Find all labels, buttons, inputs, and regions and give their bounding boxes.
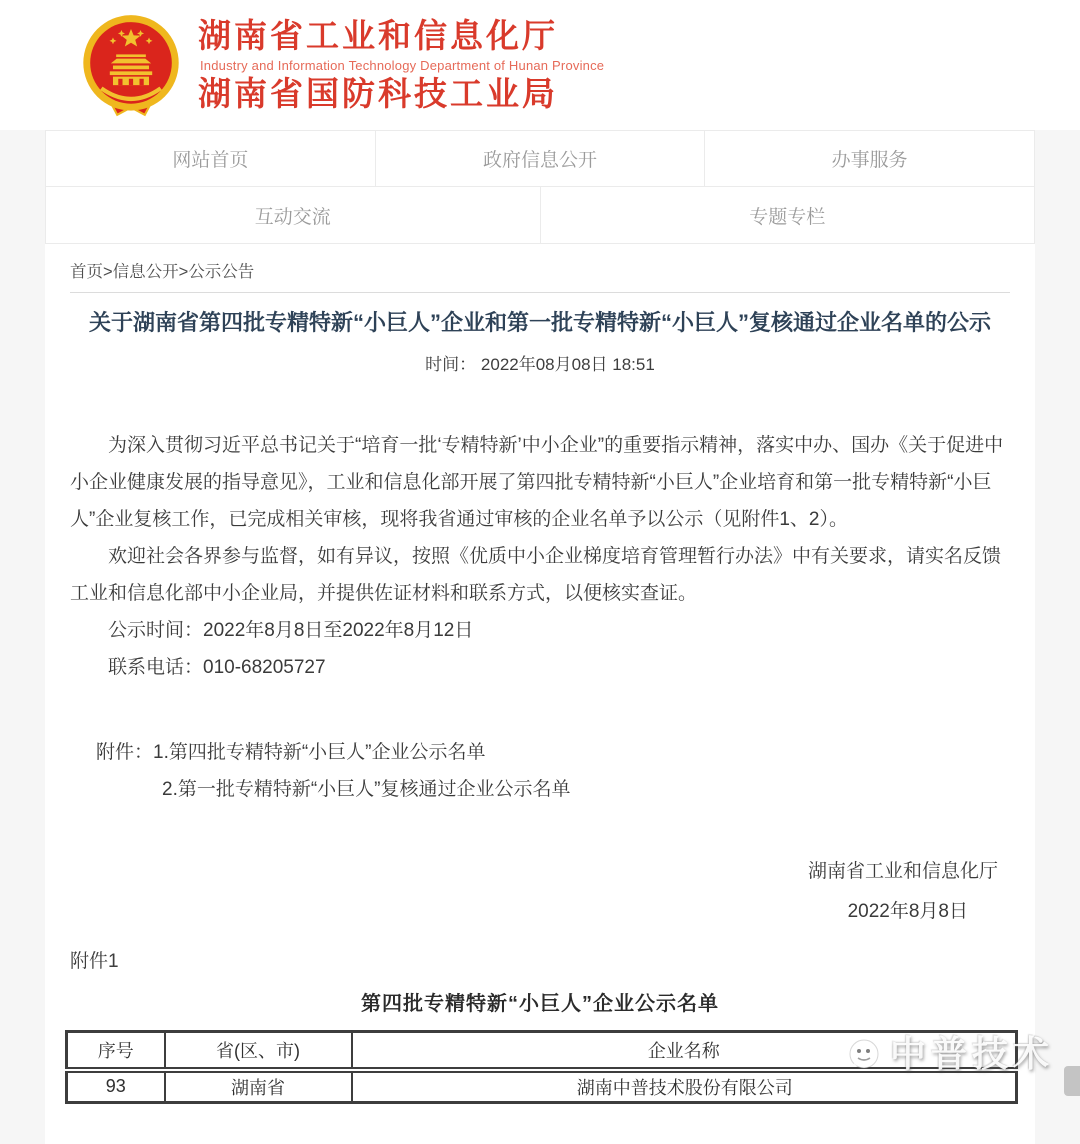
attachment-item-1: 附件：1.第四批专精特新“小巨人”企业公示名单 xyxy=(96,742,486,763)
table-row xyxy=(67,1070,1017,1103)
attachments-list xyxy=(70,734,1010,808)
nav-item-home[interactable]: 网站首页 xyxy=(45,130,376,187)
attachment1-label: 附件1 xyxy=(70,951,119,972)
signature-org: 湖南省工业和信息化厅 xyxy=(807,861,998,882)
scrollbar-thumb[interactable] xyxy=(1064,1066,1080,1096)
org-title-block xyxy=(198,16,605,112)
article-title: 关于湖南省第四批专精特新“小巨人”企业和第一批专精特新“小巨人”复核通过企业名单的公示 xyxy=(88,310,991,335)
header-banner xyxy=(0,0,1080,130)
org-title-line1: 湖南省工业和信息化厅 xyxy=(198,16,558,54)
national-emblem-icon xyxy=(78,12,184,118)
content-sheet xyxy=(45,244,1035,1144)
table-header-row xyxy=(67,1032,1017,1070)
article-time-value: 2022年08月08日 18:51 xyxy=(480,355,655,374)
main-nav xyxy=(45,130,1035,244)
nav-item-services[interactable]: 办事服务 xyxy=(705,130,1035,187)
table-header-company: 企业名称 xyxy=(352,1032,1017,1070)
attachment-item-2: 2.第一批专精特新“小巨人”复核通过企业公示名单 xyxy=(162,779,571,800)
org-title-line2: 湖南省国防科技工业局 xyxy=(198,74,558,112)
nav-row-1 xyxy=(45,130,1035,187)
nav-row-2 xyxy=(45,187,1035,244)
signature-block xyxy=(70,852,1010,932)
breadcrumb[interactable]: 首页>信息公开>公示公告 xyxy=(70,244,1010,293)
paragraph-2: 欢迎社会各界参与监督，如有异议，按照《优质中小企业梯度培育管理暂行办法》中有关要求，请实名反馈工业和信息化部中小企业局，并提供佐证材料和联系方式，以便核实查证。 xyxy=(70,546,1002,604)
table-header-index: 序号 xyxy=(67,1032,165,1070)
article-body xyxy=(70,427,1010,686)
table-cell-province: 湖南省 xyxy=(165,1070,352,1103)
publicity-period: 公示时间：2022年8月8日至2022年8月12日 xyxy=(108,620,474,641)
signature-date: 2022年8月8日 xyxy=(847,901,968,922)
org-title-english: Industry and Information Technology Department of Hunan Province xyxy=(200,57,605,73)
table-cell-index: 93 xyxy=(67,1070,165,1103)
attachment1-table-title: 第四批专精特新“小巨人”企业公示名单 xyxy=(361,993,719,1015)
paragraph-1: 为深入贯彻习近平总书记关于“培育一批‘专精特新’中小企业”的重要指示精神，落实中办、国办《关于促进中小企业健康发展的指导意见》，工业和信息化部开展了第四批专精特新“小巨人”企业培育和第一批专精特新“小巨人”企业复核工作，已完成相关审核，现将我省通过审核的企业名单予以公示（见附件1、2）。 xyxy=(70,435,1004,530)
article-time xyxy=(70,350,1010,375)
watermark-text: 中普技术 xyxy=(889,1033,1054,1074)
nav-item-gov-info-disclosure[interactable]: 政府信息公开 xyxy=(376,130,706,187)
article-time-label: 时间： xyxy=(425,355,477,374)
table-header-province: 省(区、市) xyxy=(165,1032,352,1070)
contact-phone: 联系电话：010-68205727 xyxy=(108,657,326,678)
nav-item-interaction[interactable]: 互动交流 xyxy=(45,187,541,244)
table-cell-company: 湖南中普技术股份有限公司 xyxy=(352,1070,1017,1103)
enterprise-table xyxy=(65,1030,1018,1104)
nav-item-special-columns[interactable]: 专题专栏 xyxy=(541,187,1036,244)
